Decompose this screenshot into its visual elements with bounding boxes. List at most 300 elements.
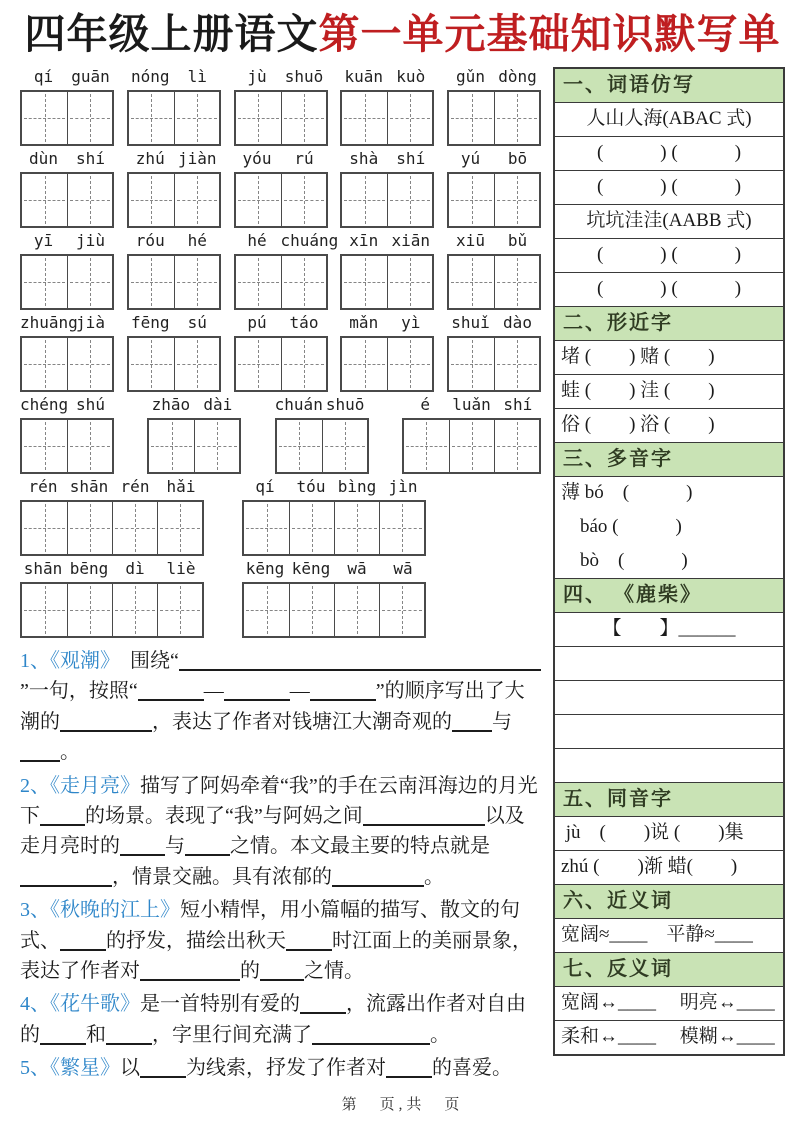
pinyin-row xyxy=(20,313,541,392)
writing-cell xyxy=(67,256,112,308)
word-group xyxy=(127,313,221,392)
pinyin-label xyxy=(234,231,339,254)
writing-grid xyxy=(20,582,204,638)
pinyin-syllable: róu xyxy=(135,231,165,251)
question-text: ，字里行间充满了 xyxy=(152,1023,312,1046)
section-row: bò ( ) xyxy=(561,549,688,571)
writing-cell xyxy=(379,502,424,554)
section-row: ( ) ( ) xyxy=(555,238,783,272)
answer-blank xyxy=(332,865,424,887)
pinyin-label xyxy=(20,67,114,90)
word-group xyxy=(20,67,114,146)
writing-grid xyxy=(127,172,221,228)
section-row: ( ) ( ) xyxy=(555,170,783,204)
word-group xyxy=(447,231,541,310)
answer-blank xyxy=(138,679,204,701)
section-row: 堵 ( ) 赌 ( ) xyxy=(555,340,783,374)
pinyin-label xyxy=(20,231,114,254)
word-group xyxy=(340,313,434,392)
writing-cell xyxy=(67,92,112,144)
writing-cell xyxy=(67,420,112,472)
answer-blank xyxy=(386,1056,432,1078)
writing-cell xyxy=(379,584,424,636)
pinyin-row xyxy=(20,67,541,146)
word-group xyxy=(242,477,426,556)
writing-cell xyxy=(129,338,174,390)
section-row xyxy=(555,714,783,748)
word-group xyxy=(242,559,426,638)
pinyin-syllable: é xyxy=(420,395,430,415)
answer-blank xyxy=(461,804,485,826)
word-group xyxy=(340,231,434,310)
pinyin-label xyxy=(242,559,426,582)
writing-cell xyxy=(334,584,379,636)
pinyin-syllable: jìn xyxy=(388,477,418,497)
section-row: jù ( )说 ( )集 xyxy=(555,816,783,850)
question-text: 是一首特别有爱的 xyxy=(140,993,300,1016)
question-text: 。 xyxy=(424,865,444,888)
writing-grid xyxy=(242,582,426,638)
word-group xyxy=(20,231,114,310)
writing-cell xyxy=(67,584,112,636)
writing-cell xyxy=(289,584,334,636)
word-group xyxy=(20,313,114,392)
word-group xyxy=(447,67,541,146)
writing-cell xyxy=(236,174,281,226)
pinyin-syllable: shí xyxy=(396,149,426,169)
pinyin-syllable: dài xyxy=(203,395,233,415)
pinyin-syllable: yú xyxy=(460,149,481,169)
writing-cell xyxy=(67,174,112,226)
writing-cell xyxy=(387,174,432,226)
writing-grid xyxy=(20,336,114,392)
writing-grid xyxy=(340,336,434,392)
question-text: 与 xyxy=(165,835,185,858)
pinyin-label xyxy=(20,477,204,500)
pinyin-syllable: shuǐ xyxy=(451,313,490,333)
pinyin-syllable: xiān xyxy=(391,231,431,251)
writing-cell xyxy=(289,502,334,554)
pinyin-syllable: shí xyxy=(76,149,105,169)
writing-cell xyxy=(22,502,67,554)
section-row xyxy=(555,646,783,680)
writing-cell xyxy=(387,256,432,308)
section-header: 三、多音字 xyxy=(555,442,783,476)
writing-cell xyxy=(22,92,67,144)
section-row: báo ( ) xyxy=(561,515,682,537)
word-group xyxy=(447,313,541,392)
writing-cell xyxy=(342,92,387,144)
writing-grid xyxy=(147,418,241,474)
writing-cell xyxy=(322,420,367,472)
section-row: 人山人海(ABAC 式) xyxy=(555,102,783,136)
section-row: 【 】______ xyxy=(555,612,783,646)
lesson-title: 4、《花牛歌》 xyxy=(20,993,140,1016)
writing-cell xyxy=(22,338,67,390)
writing-grid xyxy=(234,172,328,228)
question-text: 。 xyxy=(430,1023,450,1046)
writing-grid xyxy=(242,500,426,556)
writing-grid xyxy=(447,254,541,310)
writing-cell xyxy=(149,420,194,472)
writing-grid xyxy=(234,336,328,392)
writing-grid xyxy=(447,336,541,392)
writing-cell xyxy=(129,174,174,226)
question-text: 短小精悍，用小篇幅的描写、散文的句式、 xyxy=(20,899,520,952)
page-footer: 第 页,共 页 xyxy=(341,1097,464,1113)
answer-blank xyxy=(60,710,152,732)
pinyin-label xyxy=(127,149,221,172)
writing-cell xyxy=(244,502,289,554)
word-group xyxy=(234,67,328,146)
pinyin-syllable: kuān xyxy=(344,67,384,87)
question-text: — xyxy=(203,680,224,703)
writing-cell xyxy=(281,338,326,390)
writing-cell xyxy=(277,420,322,472)
question-text: 以及走月亮时的 xyxy=(20,805,525,858)
lesson-title: 1、《观潮》 xyxy=(20,650,110,673)
writing-grid xyxy=(402,418,541,474)
pinyin-syllable: dào xyxy=(503,313,532,333)
pinyin-label xyxy=(447,149,541,172)
writing-cell xyxy=(281,174,326,226)
word-group xyxy=(402,395,541,474)
section-row: ( ) ( ) xyxy=(555,272,783,306)
pinyin-syllable: shuō xyxy=(325,395,365,415)
word-group xyxy=(127,231,221,310)
section-row: 宽阔≈____ 平静≈____ xyxy=(555,918,783,952)
writing-grid xyxy=(447,90,541,146)
writing-cell xyxy=(112,584,157,636)
writing-cell xyxy=(449,420,494,472)
question xyxy=(20,895,541,986)
writing-cell xyxy=(174,174,219,226)
writing-cell xyxy=(449,92,494,144)
writing-cell xyxy=(387,92,432,144)
answer-blank xyxy=(363,804,461,826)
pinyin-syllable: dùn xyxy=(29,149,58,169)
pinyin-syllable: kēng xyxy=(291,559,331,579)
pinyin-label xyxy=(447,313,541,336)
writing-grid xyxy=(340,172,434,228)
writing-cell xyxy=(404,420,449,472)
question xyxy=(20,989,541,1050)
writing-grid xyxy=(20,254,114,310)
writing-cell xyxy=(129,256,174,308)
pinyin-syllable: fēng xyxy=(130,313,170,333)
answer-blank xyxy=(260,959,304,981)
lesson-title: 5、《繁星》 xyxy=(20,1057,120,1080)
pinyin-row xyxy=(20,559,541,638)
pinyin-label xyxy=(275,395,369,418)
pinyin-syllable: nóng xyxy=(130,67,170,87)
answer-blank xyxy=(40,1023,86,1045)
pinyin-label xyxy=(340,313,434,336)
question-text: 为线索，抒发了作者对 xyxy=(186,1057,386,1080)
pinyin-syllable: jià xyxy=(76,313,105,333)
pinyin-syllable: bǔ xyxy=(507,231,528,251)
writing-grid xyxy=(234,254,328,310)
question-text: ”的顺序写出了大潮的 xyxy=(20,680,525,733)
answer-blank xyxy=(140,1056,186,1078)
pinyin-syllable: shà xyxy=(349,149,379,169)
pinyin-row xyxy=(20,231,541,310)
section-row: 薄 bó ( ) xyxy=(555,476,783,510)
pinyin-syllable: rú xyxy=(294,149,314,169)
pinyin-syllable: hé xyxy=(247,231,267,251)
main-content xyxy=(20,67,785,1089)
writing-cell xyxy=(281,92,326,144)
writing-cell xyxy=(494,420,539,472)
pinyin-syllable: yì xyxy=(401,313,421,333)
answer-blank xyxy=(20,865,112,887)
writing-cell xyxy=(449,338,494,390)
question xyxy=(20,1053,541,1083)
section-row xyxy=(555,748,783,782)
lesson-title: 3、《秋晚的江上》 xyxy=(20,899,180,922)
answer-blank xyxy=(312,1023,430,1045)
pinyin-syllable: pú xyxy=(247,313,267,333)
writing-cell xyxy=(22,256,67,308)
pinyin-label xyxy=(447,67,541,90)
pinyin-syllable: xīn xyxy=(349,231,379,251)
pinyin-syllable: lì xyxy=(187,67,207,87)
pinyin-label xyxy=(127,67,221,90)
section-row: 柔和↔____ 模糊↔____ xyxy=(555,1020,783,1054)
pinyin-syllable: qí xyxy=(33,67,54,87)
pinyin-syllable: wā xyxy=(393,559,413,579)
writing-cell xyxy=(129,92,174,144)
word-group xyxy=(340,67,434,146)
pinyin-label xyxy=(234,67,328,90)
writing-cell xyxy=(22,420,67,472)
answer-blank xyxy=(140,959,240,981)
pinyin-syllable: jiù xyxy=(76,231,105,251)
left-column xyxy=(20,67,541,1089)
answer-blank xyxy=(452,710,492,732)
pinyin-syllable: chéng xyxy=(20,395,69,415)
pinyin-syllable: chuáng xyxy=(280,231,339,251)
writing-grid xyxy=(20,500,204,556)
writing-cell xyxy=(67,338,112,390)
question-text: 之情。 xyxy=(304,960,364,982)
pinyin-label xyxy=(234,313,328,336)
pinyin-syllable: kuò xyxy=(396,67,426,87)
word-group xyxy=(20,149,114,228)
writing-cell xyxy=(494,338,539,390)
writing-grid xyxy=(340,90,434,146)
pinyin-label xyxy=(234,149,328,172)
word-group xyxy=(340,149,434,228)
word-group xyxy=(234,313,328,392)
section-header: 一、词语仿写 xyxy=(555,69,783,102)
question-text: 以 xyxy=(120,1057,140,1080)
word-group xyxy=(20,395,114,474)
word-group xyxy=(447,149,541,228)
lesson-title: 2、《走月亮》 xyxy=(20,774,140,797)
writing-grid xyxy=(20,90,114,146)
pinyin-syllable: zhāo xyxy=(151,395,191,415)
writing-cell xyxy=(67,502,112,554)
pinyin-syllable: jiàn xyxy=(177,149,217,169)
section-row xyxy=(555,680,783,714)
writing-cell xyxy=(236,92,281,144)
pinyin-syllable: yóu xyxy=(242,149,272,169)
writing-cell xyxy=(342,256,387,308)
pinyin-syllable: dì xyxy=(125,559,145,579)
pinyin-label xyxy=(402,395,541,418)
title-grade-part: 四年级上册语文 xyxy=(24,11,319,57)
section-header: 五、同音字 xyxy=(555,782,783,816)
page-title xyxy=(20,12,785,57)
answer-blank xyxy=(300,992,346,1014)
question-text: 的喜爱。 xyxy=(432,1057,512,1080)
answer-blank xyxy=(519,649,541,671)
pinyin-syllable: hé xyxy=(187,231,207,251)
section-header: 六、近义词 xyxy=(555,884,783,918)
word-group xyxy=(127,67,221,146)
question-text: 围绕“ xyxy=(110,650,179,673)
pinyin-label xyxy=(20,149,114,172)
pinyin-syllable: sú xyxy=(187,313,207,333)
pinyin-label xyxy=(340,149,434,172)
writing-grid xyxy=(127,90,221,146)
section-row: zhú ( )渐 蜡( ) xyxy=(555,850,783,884)
pinyin-syllable: shú xyxy=(76,395,105,415)
pinyin-label xyxy=(20,559,204,582)
pinyin-row xyxy=(20,149,541,228)
question-text: ，流露出作者对自由的 xyxy=(20,993,526,1046)
writing-cell xyxy=(157,502,202,554)
word-group xyxy=(275,395,369,474)
pinyin-syllable: shān xyxy=(69,477,109,497)
writing-cell xyxy=(494,256,539,308)
writing-grid xyxy=(127,336,221,392)
word-group xyxy=(234,231,339,310)
pinyin-syllable: gǔn xyxy=(456,67,485,87)
question-text: 时江面上的美丽景象，表达了作者对 xyxy=(20,929,532,982)
question-text: 与 xyxy=(492,710,512,733)
pinyin-label xyxy=(127,313,221,336)
pinyin-syllable: rén xyxy=(120,477,150,497)
pinyin-syllable: zhuāng xyxy=(20,313,78,333)
writing-grid xyxy=(340,254,434,310)
pinyin-syllable: chuán xyxy=(274,395,323,415)
pinyin-syllable: shí xyxy=(503,395,533,415)
writing-cell xyxy=(494,174,539,226)
pinyin-syllable: luǎn xyxy=(452,395,491,415)
answer-blank xyxy=(310,679,376,701)
answer-blank xyxy=(185,834,230,856)
question-text: 和 xyxy=(86,1023,106,1046)
pinyin-syllable: xiū xyxy=(456,231,485,251)
answer-blank xyxy=(224,679,290,701)
question-text: ，情景交融。具有浓郁的 xyxy=(112,865,332,888)
section-header: 二、形近字 xyxy=(555,306,783,340)
pinyin-syllable: tóu xyxy=(296,477,326,497)
word-group xyxy=(234,149,328,228)
section-row: 坑坑洼洼(AABB 式) xyxy=(555,204,783,238)
pinyin-label xyxy=(447,231,541,254)
pinyin-syllable: guān xyxy=(71,67,110,87)
writing-cell xyxy=(449,174,494,226)
word-group xyxy=(20,477,204,556)
writing-cell xyxy=(22,584,67,636)
word-group xyxy=(20,559,204,638)
writing-cell xyxy=(112,502,157,554)
question-text: 的 xyxy=(240,960,260,982)
answer-blank xyxy=(60,929,106,951)
question-text: 之情。本文最主要的特点就是 xyxy=(230,835,490,858)
section-row: 蛙 ( ) 洼 ( ) xyxy=(555,374,783,408)
question-text: 。 xyxy=(60,741,80,764)
pinyin-label xyxy=(242,477,426,500)
pinyin-label xyxy=(20,395,114,418)
writing-cell xyxy=(174,92,219,144)
writing-cell xyxy=(387,338,432,390)
pinyin-syllable: rén xyxy=(28,477,58,497)
answer-blank xyxy=(20,740,60,762)
writing-grid xyxy=(20,172,114,228)
word-group xyxy=(127,149,221,228)
section-row: 宽阔↔____ 明亮↔____ xyxy=(555,986,783,1020)
question xyxy=(20,646,541,768)
pinyin-syllable: shuō xyxy=(284,67,324,87)
question-text: 描写了阿妈牵着“我”的手在云南洱海边的月光下 xyxy=(20,774,538,828)
pinyin-label xyxy=(340,231,434,254)
pinyin-syllable: wā xyxy=(347,559,367,579)
pinyin-syllable: jù xyxy=(247,67,267,87)
pinyin-syllable: mǎn xyxy=(349,313,379,333)
answer-blank xyxy=(286,929,332,951)
pinyin-label xyxy=(147,395,241,418)
pinyin-writing-area xyxy=(20,67,541,638)
pinyin-syllable: bēng xyxy=(69,559,109,579)
writing-grid xyxy=(127,254,221,310)
writing-grid xyxy=(20,418,114,474)
pinyin-row xyxy=(20,477,541,556)
writing-cell xyxy=(22,174,67,226)
questions-area xyxy=(20,646,541,1083)
pinyin-syllable: hǎi xyxy=(166,477,196,497)
section-row: 俗 ( ) 浴 ( ) xyxy=(555,408,783,442)
pinyin-syllable: zhú xyxy=(135,149,165,169)
writing-cell xyxy=(449,256,494,308)
writing-cell xyxy=(334,502,379,554)
pinyin-syllable: dòng xyxy=(498,67,537,87)
section-header: 四、 《鹿柴》 xyxy=(555,578,783,612)
pinyin-syllable: qí xyxy=(255,477,275,497)
pinyin-label xyxy=(127,231,221,254)
writing-cell xyxy=(244,584,289,636)
section-row: ( ) ( ) xyxy=(555,136,783,170)
writing-cell xyxy=(236,338,281,390)
writing-cell xyxy=(174,256,219,308)
writing-grid xyxy=(447,172,541,228)
question-text: ，表达了作者对钱塘江大潮奇观的 xyxy=(152,710,452,733)
section-header: 七、反义词 xyxy=(555,952,783,986)
pinyin-syllable: shān xyxy=(23,559,63,579)
pinyin-syllable: bìng xyxy=(337,477,377,497)
question-text: — xyxy=(289,680,310,703)
writing-cell xyxy=(157,584,202,636)
question xyxy=(20,771,541,893)
writing-cell xyxy=(342,174,387,226)
title-unit-part: 第一单元基础知识默写单 xyxy=(318,11,781,57)
pinyin-label xyxy=(20,313,114,336)
writing-grid xyxy=(275,418,369,474)
writing-cell xyxy=(342,338,387,390)
